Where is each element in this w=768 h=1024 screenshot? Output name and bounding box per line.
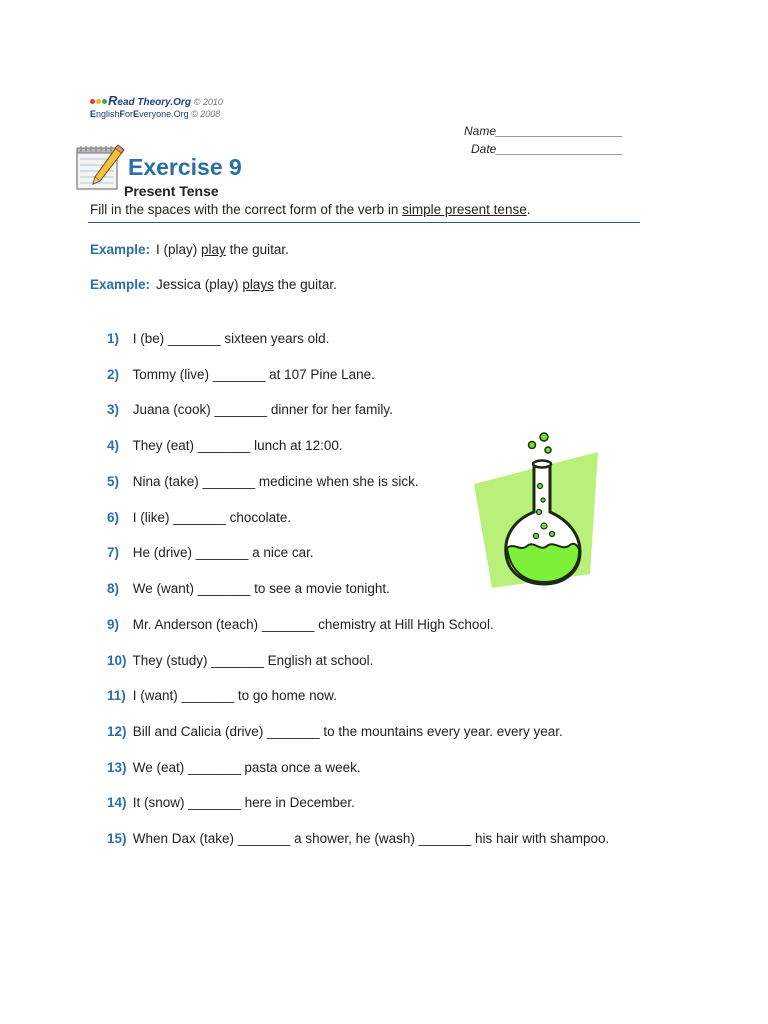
yellow-dot-icon xyxy=(96,99,101,104)
question-number: 11) xyxy=(107,688,126,703)
example-1 xyxy=(90,242,289,257)
question-3[interactable] xyxy=(107,402,393,417)
question-text: He (drive) _______ a nice car. xyxy=(132,545,314,560)
example-2 xyxy=(90,277,337,292)
logo2-part: E xyxy=(133,109,140,119)
question-text: It (snow) _______ here in December. xyxy=(132,795,355,810)
question-number: 1) xyxy=(107,331,120,346)
question-number: 15) xyxy=(107,831,127,846)
example-text: the guitar. xyxy=(273,277,337,292)
green-dot-icon xyxy=(102,99,107,104)
example-label: Example: xyxy=(90,242,151,257)
chemistry-flask-icon xyxy=(470,428,606,594)
question-text: Mr. Anderson (teach) _______ chemistry at Hill High School. xyxy=(132,617,494,632)
question-text: Juana (cook) _______ dinner for her family. xyxy=(132,402,393,417)
englishforeveryone-logo xyxy=(90,109,220,119)
question-12[interactable] xyxy=(107,724,563,739)
question-text: Bill and Calicia (drive) _______ to the mountains every year. every year. xyxy=(132,724,563,739)
question-number: 8) xyxy=(107,581,120,596)
example-text: the guitar. xyxy=(225,242,289,257)
question-number: 2) xyxy=(107,367,120,382)
question-text: We (want) _______ to see a movie tonight. xyxy=(132,581,390,596)
question-number: 9) xyxy=(107,617,120,632)
example-label: Example: xyxy=(90,277,151,292)
question-11[interactable] xyxy=(107,688,337,703)
exercise-subtitle: Present Tense xyxy=(124,183,219,199)
instructions-underlined: simple present tense xyxy=(402,202,527,217)
logo2-part: E xyxy=(90,109,97,119)
example-text: I (play) xyxy=(156,242,202,257)
instructions xyxy=(90,202,530,217)
example-answer: play xyxy=(201,242,226,257)
question-2[interactable] xyxy=(107,367,375,382)
logo-brand-name: ead Theory.Org xyxy=(117,97,191,108)
question-text: When Dax (take) _______ a shower, he (wash) _______ his hair with shampoo. xyxy=(132,831,610,846)
question-text: I (like) _______ chocolate. xyxy=(132,510,292,525)
example-answer: plays xyxy=(242,277,274,292)
question-number: 6) xyxy=(107,510,120,525)
logo-brand-initial: R xyxy=(108,93,118,108)
question-number: 10) xyxy=(107,653,127,668)
question-number: 12) xyxy=(107,724,127,739)
date-field[interactable]: Date___________________ xyxy=(471,142,624,156)
question-number: 3) xyxy=(107,402,120,417)
question-text: Tommy (live) _______ at 107 Pine Lane. xyxy=(132,367,375,382)
readtheory-logo xyxy=(90,93,223,108)
instructions-end: . xyxy=(526,202,531,217)
example-text: Jessica (play) xyxy=(156,277,243,292)
name-field[interactable]: Name___________________ xyxy=(464,124,623,138)
question-4[interactable] xyxy=(107,438,343,453)
exercise-title: Exercise 9 xyxy=(128,154,242,180)
question-number: 14) xyxy=(107,795,127,810)
header-divider xyxy=(88,222,640,223)
logo2-part: or xyxy=(125,109,134,119)
question-15[interactable] xyxy=(107,831,609,846)
question-9[interactable] xyxy=(107,617,494,632)
question-10[interactable] xyxy=(107,653,373,668)
instructions-text: Fill in the spaces with the correct form of the verb in xyxy=(90,202,403,217)
logo2-copyright: © 2008 xyxy=(191,109,221,119)
question-number: 5) xyxy=(107,474,120,489)
question-5[interactable] xyxy=(107,474,419,489)
question-6[interactable] xyxy=(107,510,291,525)
red-dot-icon xyxy=(90,99,95,104)
logo2-part: nglish xyxy=(96,109,120,119)
question-8[interactable] xyxy=(107,581,390,596)
question-text: I (want) _______ to go home now. xyxy=(132,688,337,703)
question-7[interactable] xyxy=(107,545,314,560)
question-text: They (study) _______ English at school. xyxy=(132,653,374,668)
logo2-part: veryone.Org xyxy=(139,109,189,119)
question-14[interactable] xyxy=(107,795,355,810)
logo-copyright: © 2010 xyxy=(193,97,223,107)
question-text: We (eat) _______ pasta once a week. xyxy=(132,760,361,775)
question-13[interactable] xyxy=(107,760,361,775)
question-number: 4) xyxy=(107,438,120,453)
question-1[interactable] xyxy=(107,331,329,346)
logo2-part: F xyxy=(119,109,126,119)
question-number: 13) xyxy=(107,760,127,775)
question-text: I (be) _______ sixteen years old. xyxy=(132,331,330,346)
question-text: They (eat) _______ lunch at 12:00. xyxy=(132,438,343,453)
question-text: Nina (take) _______ medicine when she is sick. xyxy=(132,474,419,489)
question-number: 7) xyxy=(107,545,120,560)
notepad-pencil-icon xyxy=(74,143,128,193)
